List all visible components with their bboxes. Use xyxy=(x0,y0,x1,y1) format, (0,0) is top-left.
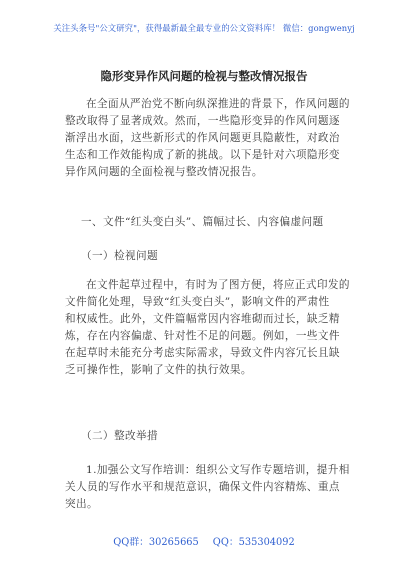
paragraph-line: 乏可操作性，影响了文件的执行效果。 xyxy=(65,364,252,376)
paragraph-line: 关人员的写作水平和规范意识，确保文件内容精炼、重点 xyxy=(65,481,340,493)
qq-number: QQ：535304092 xyxy=(212,537,295,548)
paragraph-line: 炼，存在内容偏虚、针对性不足的问题。例如，一些文件 xyxy=(65,330,340,342)
subsection-heading: （一）检视问题 xyxy=(81,250,158,262)
inspection-paragraph xyxy=(65,277,355,379)
subsection-heading: （二）整改举措 xyxy=(81,430,158,442)
paragraph-line: 突出。 xyxy=(65,498,98,510)
section-heading: 一、文件“红头变白头”、篇幅过长、内容偏虚问题 xyxy=(81,216,324,228)
paragraph-line: 渐浮出水面，这些新形式的作风问题更具隐蔽性，对政治 xyxy=(65,132,340,144)
paragraph-line: 在起草时未能充分考虑实际需求，导致文件内容冗长且缺 xyxy=(65,347,340,359)
paragraph-line: 在文件起草过程中，有时为了图方便，将应正式印发的 xyxy=(86,279,350,291)
measures-paragraph xyxy=(65,462,355,513)
paragraph-line: 生态和工作效能构成了新的挑战。以下是针对六项隐形变 xyxy=(65,149,340,161)
paragraph-line: 和权威性。此外，文件篇幅常因内容堆砌而过长，缺乏精 xyxy=(65,313,340,325)
page-title: 隐形变异作风问题的检视与整改情况报告 xyxy=(100,69,308,83)
intro-paragraph xyxy=(65,96,355,181)
header-banner: 关注头条号"公文研究"，获得最新最全最专业的公文资料库！ 微信：gongwenyj xyxy=(53,23,355,33)
paragraph-line: 在全面从严治党不断向纵深推进的背景下，作风问题的 xyxy=(86,98,350,110)
paragraph-line: 1.加强公文写作培训：组织公文写作专题培训，提升相 xyxy=(86,464,350,476)
qq-group-number: QQ群：30265665 xyxy=(113,537,199,548)
paragraph-line: 文件简化处理，导致“红头变白头”，影响文件的严肃性 xyxy=(65,296,330,308)
paragraph-line: 整改取得了显著成效。然而，一些隐形变异的作风问题逐 xyxy=(65,115,340,127)
paragraph-line: 异作风问题的全面检视与整改情况报告。 xyxy=(65,166,263,178)
footer-contact xyxy=(0,534,408,548)
